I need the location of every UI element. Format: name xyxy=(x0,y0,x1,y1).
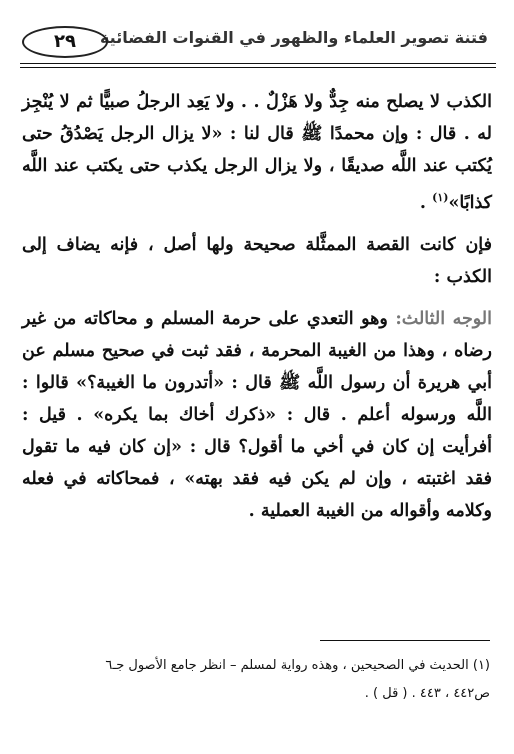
paragraph-1-text: الكذب لا يصلح منه جِدٌّ ولا هَزْلٌ . . ولا يَعِد الرجلُ صبيًّا ثم لا يُنْجِز له . قال : وإن محمدًا ﷺ قال لنا : «لا يزال الرجل يَصْدُقُ حتى يُكتب عند اللَّه صديقًا ، ولا يزال الرجل يكذب حتى يكتب عند اللَّه كذابًا» xyxy=(22,92,492,213)
paragraph-1 xyxy=(22,86,492,219)
footnote-reference[interactable]: (١) xyxy=(432,191,449,204)
section-heading: الوجه الثالث: xyxy=(395,308,492,329)
page-number: ٢٩ xyxy=(22,26,108,58)
paragraph-3 xyxy=(22,303,492,527)
main-text xyxy=(22,86,492,537)
paragraph-2: فإن كانت القصة الممثَّلة صحيحة ولها أصل ، فإنه يضاف إلى الكذب : xyxy=(22,234,492,287)
footnote xyxy=(30,652,490,708)
running-title: فتنة تصوير العلماء والظهور في القنوات الفضائية xyxy=(99,28,488,47)
footnote-line-1: (١) الحديث في الصحيحين ، وهذه رواية لمسلم – انظر جامع الأصول جـ٦ xyxy=(105,658,490,673)
page-header xyxy=(22,20,496,60)
header-rule xyxy=(20,63,496,68)
footnote-separator xyxy=(320,640,490,641)
paragraph-1-end: . xyxy=(419,192,433,213)
footnote-line-2: ص٤٤٢ ، ٤٤٣ . ( قل ) . xyxy=(364,686,490,701)
paragraph-3-text: وهو التعدي على حرمة المسلم و محاكاته من غير رضاه ، وهذا من الغيبة المحرمة ، فقد ثبت في صحيح مسلم عن أبي هريرة أن رسول اللَّه ﷺ قال : «أتدرون ما الغيبة؟» قالوا : اللَّه ورسوله أعلم . قال : «ذكرك أخاك بما يكره» . قيل : أفرأيت إن كان في أخي ما أقول؟ قال : «إن كان فيه ما تقول فقد اغتبته ، وإن لم يكن فيه فقد بهته» ، فمحاكاته في فعله وكلامه وأقواله من الغيبة العملية . xyxy=(22,308,492,521)
